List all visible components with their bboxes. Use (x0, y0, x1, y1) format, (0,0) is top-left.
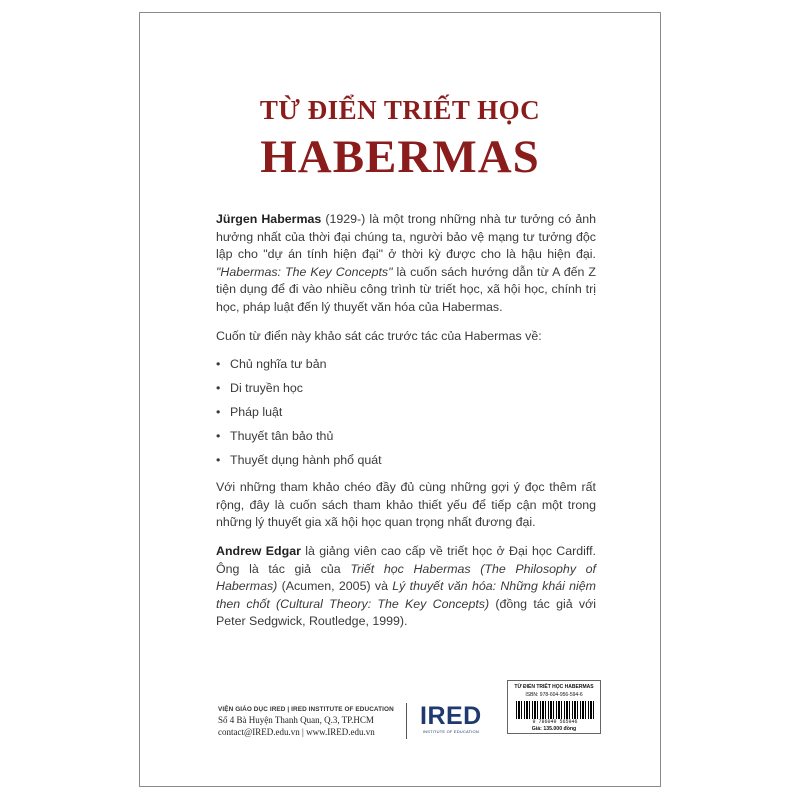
author-name-edgar: Andrew Edgar (216, 543, 301, 558)
barcode-digits: 9 786049 565946 (532, 719, 578, 725)
list-item (216, 428, 596, 445)
list-item (216, 404, 596, 421)
bio-text-1: là giảng viên cao cấp về triết học ở Đại học Cardiff. Ông là tác giả của (216, 543, 596, 576)
title-line-1: TỪ ĐIỂN TRIẾT HỌC (259, 95, 541, 125)
barcode-icon (516, 701, 594, 719)
list-item (216, 380, 596, 397)
bio-book-title-1: Triết học Habermas (The Philosophy of Habermas) (216, 561, 596, 594)
isbn-number: ISBN: 978-604-956-594-6 (525, 692, 583, 698)
back-cover (139, 12, 661, 787)
intro-text-1: (1929-) là một trong những nhà tư tưởng có ảnh hưởng nhất của thời đại chúng ta, người bảo vệ mạng tư tưởng độc lập cho "dự án tính hiện đại" ở thời kỳ được cho là hậu hiện đại. (216, 212, 596, 262)
bio-text-2: (Acumen, 2005) và (277, 579, 393, 594)
ired-logo (420, 703, 482, 734)
bullet-icon: • (216, 381, 221, 396)
footer-divider (406, 703, 407, 739)
intro-paragraph (216, 211, 596, 317)
publisher-info (218, 706, 394, 737)
list-item-label: Di truyền học (230, 381, 304, 396)
topics-list (216, 356, 596, 469)
publisher-contact: contact@IRED.edu.vn | www.IRED.edu.vn (218, 727, 375, 737)
list-item-label: Chủ nghĩa tư bản (230, 357, 327, 372)
bullet-icon: • (216, 357, 221, 372)
list-item-label: Pháp luật (230, 405, 283, 420)
description-body (216, 211, 596, 642)
institute-name: VIỆN GIÁO DỤC IRED | IRED INSTITUTE OF EDUCATION (218, 706, 394, 713)
isbn-book-title: TỪ ĐIỂN TRIẾT HỌC HABERMAS (514, 684, 594, 690)
list-item-label: Thuyết dụng hành phổ quát (230, 453, 382, 468)
list-item-label: Thuyết tân bảo thủ (230, 429, 334, 444)
author-name-habermas: Jürgen Habermas (216, 212, 322, 226)
isbn-box (507, 680, 601, 734)
list-item (216, 452, 596, 469)
author-bio-paragraph (216, 543, 596, 631)
publisher-address: Số 4 Bà Huyện Thanh Quan, Q.3, TP.HCM (218, 715, 374, 725)
reference-paragraph: Với những tham khảo chéo đầy đủ cùng những gợi ý đọc thêm rất rộng, đây là cuốn sách tham khảo thiết yếu để tiếp cận một trong những lý thuyết gia xã hội học quan trọng nhất đương đại. (216, 480, 596, 530)
logo-subtitle: INSTITUTE OF EDUCATION (422, 729, 479, 734)
bullet-icon: • (216, 405, 221, 420)
bullet-icon: • (216, 429, 221, 444)
bio-text-3: (đồng tác giả với Peter Sedgwick, Routledge, 1999). (216, 596, 596, 629)
bio-book-title-2: Lý thuyết văn hóa: Những khái niệm then chốt (Cultural Theory: The Key Concepts) (216, 579, 596, 611)
price-label: Giá: 135.000 đồng (531, 726, 577, 732)
title-line-2: HABERMAS (260, 131, 540, 183)
bullet-icon: • (216, 453, 221, 468)
intro-text-2: là cuốn sách hướng dẫn từ A đến Z tiện dụng để đi vào nhiều công trình từ triết học, xã hội học, chính trị học, pháp luật đến lý thuyết văn hóa của Habermas. (216, 264, 596, 314)
list-item (216, 356, 596, 373)
survey-paragraph: Cuốn từ điển này khảo sát các trước tác của Habermas về: (216, 328, 542, 343)
book-title-english: "Habermas: The Key Concepts" (216, 264, 393, 279)
logo-wordmark: IRED (420, 702, 482, 730)
